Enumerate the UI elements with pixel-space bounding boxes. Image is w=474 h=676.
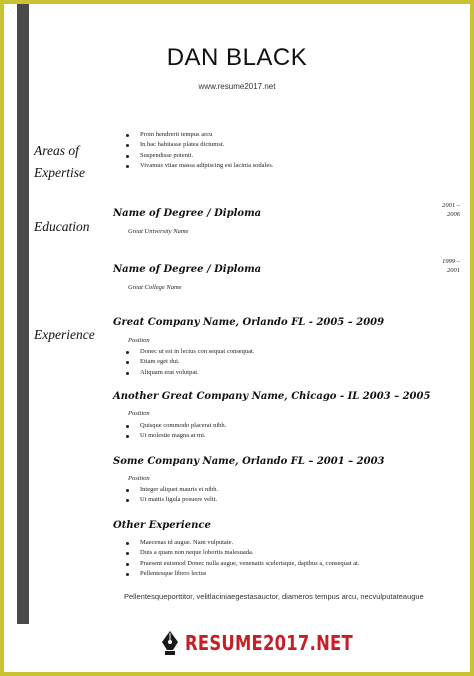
- list-item: In hac habitasse platea dictumst.: [124, 140, 273, 150]
- expertise-list: [124, 130, 273, 171]
- list-item: Aliquam erat volutpat.: [124, 368, 254, 378]
- job-1-list: [124, 347, 254, 378]
- list-item: Integer aliquet mauris et nibh.: [124, 485, 218, 495]
- education-degree-2: Name of Degree / Diploma: [113, 264, 262, 275]
- job-title-1: Great Company Name, Orlando FL - 2005 – 2009: [113, 317, 385, 328]
- dates-from: 1999 –: [442, 258, 460, 265]
- logo-text: RESUME2017.NET: [185, 631, 353, 655]
- section-experience: Experience: [34, 327, 95, 342]
- list-item: Ut mattis ligula posuere velit.: [124, 495, 218, 505]
- list-item: Ut molestie magna at mi.: [124, 431, 226, 441]
- resume-name: DAN BLACK: [166, 44, 308, 71]
- list-item: Maecenas id augue. Nam vulputate.: [124, 538, 360, 548]
- job-title-2: Another Great Company Name, Chicago - IL 2003 – 2005: [113, 391, 431, 402]
- list-item: Vivamus vitae massa adipiscing est lacinia sodales.: [124, 161, 273, 171]
- section-areas-of-expertise: [34, 140, 85, 184]
- job-2-list: [124, 421, 226, 442]
- job-title-3: Some Company Name, Orlando FL – 2001 – 2003: [113, 456, 385, 467]
- job-position-3: Position: [128, 475, 150, 482]
- list-item: Duis a quam non neque lobortis malesuada.: [124, 548, 360, 558]
- list-item: Proin hendrerit tempus arcu: [124, 130, 273, 140]
- list-item: Quisque commodo placerat nibh.: [124, 421, 226, 431]
- education-school-2: Great College Name: [128, 284, 182, 291]
- list-item: Donec ut est in lectus con sequat consequat.: [124, 347, 254, 357]
- list-item: Pellentesque libero lectus: [124, 569, 360, 579]
- list-item: Praesent euismod Donec nulla augue, venenatis scelerisque, dapibus a, consequat at.: [124, 559, 360, 569]
- list-item: Suspendisse potenti.: [124, 151, 273, 161]
- other-experience-title: Other Experience: [113, 520, 211, 531]
- resume-page: [4, 4, 470, 672]
- sidebar-bar: [17, 4, 29, 624]
- dates-to: 2006: [447, 211, 460, 218]
- job-position-1: Position: [128, 337, 150, 344]
- other-experience-list: [124, 538, 360, 579]
- closing-line: Pellentesqueporttitor, velitlaciniaegestasauctor, diameros tempus arcu, necvulputateaugue: [124, 592, 424, 601]
- section-education: Education: [34, 219, 90, 234]
- dates-to: 2001: [447, 267, 460, 274]
- resume-website: www.resume2017.net: [198, 82, 276, 91]
- list-item: Etiam eget dui.: [124, 357, 254, 367]
- dates-from: 2001 –: [442, 202, 460, 209]
- education-dates-2: [442, 257, 460, 275]
- section-label-line-2: Expertise: [34, 165, 85, 180]
- education-degree-1: Name of Degree / Diploma: [113, 208, 262, 219]
- education-school-1: Great University Name: [128, 228, 189, 235]
- job-3-list: [124, 485, 218, 506]
- education-dates-1: [442, 201, 460, 219]
- job-position-2: Position: [128, 410, 150, 417]
- section-label-line-1: Areas of: [34, 143, 79, 158]
- fountain-pen-nib-icon: [159, 630, 181, 656]
